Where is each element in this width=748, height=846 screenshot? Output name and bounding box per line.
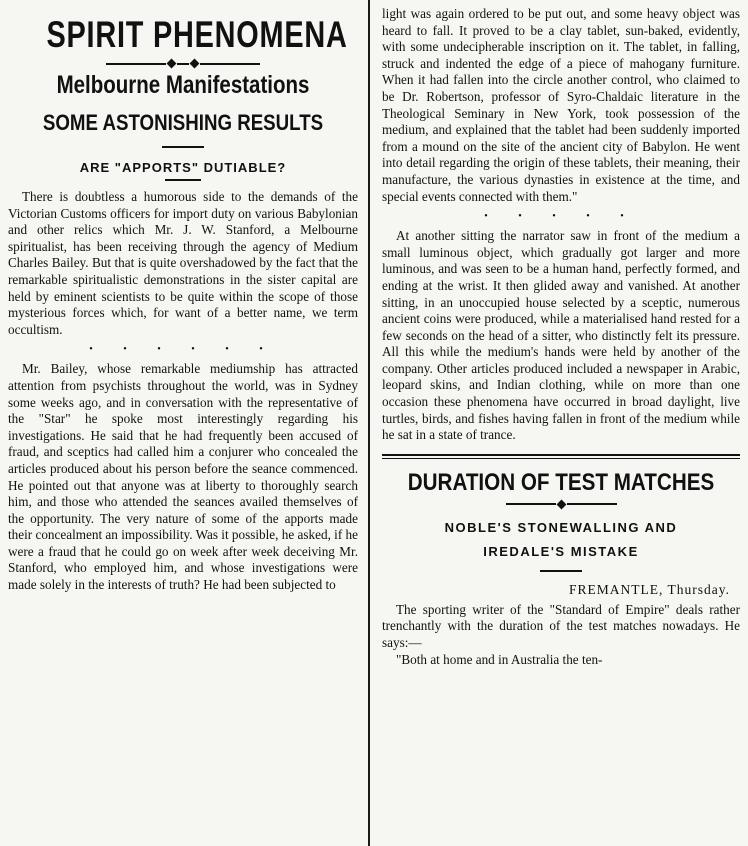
subdeck-heading: ARE "APPORTS" DUTIABLE? [79,160,287,175]
short-rule [162,146,204,148]
left-column [0,0,368,846]
article-paragraph: There is doubtless a humorous side to the demands of the Victorian Customs officers for import duty on various Babylonian and other relics which Mr. J. W. Stanford, a Melbourne spiritualist, has been receiving through the agency of Medium Charles Bailey. But that is quite overshadowed by the fact that the remarkable spiritualistic demonstrations in the sister capital are held by eminent scientists to be quite within the scope of those mysterious forces which, for want of a better name, we term occultism. [8,189,358,337]
second-subheadline-line: IREDALE'S MISTAKE [483,543,639,559]
paragraph-separator: • • • • • • [89,344,277,356]
story-divider [382,454,740,459]
article-paragraph: "Both at home and in Australia the ten- [396,651,603,667]
right-column [372,0,748,846]
second-subheadline [382,516,740,564]
column-rule [368,0,370,846]
article-paragraph: At another sitting the narrator saw in front of the medium a small luminous object, which gradually got larger and more luminous, and was seen to be a human hand, perfectly formed, and ending at the wrist. It then glided away and vanished. At another sitting, in an unoccupied house selected by a sceptic, numerous ancient coins were produced, while a materialised hand rested for a few seconds on the head of a sitter, who distinctly felt its pressure. All this while the medium's hands were held by another of the company. Other articles produced included a newspaper in Arabic, leopard skins, and Indian clothing, while on more than one occasion these phenomena have occurred in broad daylight, live turtles, birds, and fishes having fallen in front of the medium while he sat in a state of trance. [382,228,740,443]
second-subheadline-line: NOBLE'S STONEWALLING AND [444,519,678,535]
ornament-divider [8,60,358,67]
short-rule [165,179,201,181]
second-headline: DURATION OF TEST MATCHES [407,468,715,496]
ornament-divider [382,501,740,508]
deck-heading: SOME ASTONISHING RESULTS [42,110,324,135]
dateline: FREMANTLE, Thursday. [569,581,730,597]
article-paragraph: light was again ordered to be put out, and some heavy object was heard to fall. It proved to be a clay tablet, sun-baked, evidently, with some undecipherable inscription on it. The tablet, in falling, struck and indented the edge of a piece of mahogany furniture. When it had fallen into the circle another control, who claimed to be Dr. Robertson, professor of Syro-Chaldaic literature in the Theological Seminary in New York, took possession of the medium, and explained that the tablet had been suddenly imported from a mound on the site of the ancient city of Babylon. He went into detail regarding the origin of these tablets, their meaning, their manufacture, the various dynasties in existence at the time, and special events connected with them." [382,6,740,204]
article-paragraph: The sporting writer of the "Standard of Empire" deals rather trenchantly with the duration of the test matches nowadays. He says:— [382,601,740,651]
paragraph-separator: • • • • • [484,211,638,223]
short-rule [540,570,582,572]
headline: SPIRIT PHENOMENA [46,14,348,55]
subheadline: Melbourne Manifestations [56,71,310,99]
article-paragraph: Mr. Bailey, whose remarkable mediumship has attracted attention from psychists throughout the world, was in Sydney some weeks ago, and in conversation with the representative of the "Star" he spoke most interestingly regarding his investigations. He said that he had frequently been accused of fraud, and sceptics had called him a conjurer who concealed the articles produced about his person before the seance commenced. He pointed out that anyone was at liberty to thoroughly search him, and those who attended the seances availed themselves of the opportunity. The very nature of some of the apports made their concealment an impossibility. Was it possible, he asked, if he were a fraud that he could go on week after week deceiving Mr. Stanford, who employed him, and whose investigations were made solely in the interests of truth? He had been subjected to [8,361,358,593]
